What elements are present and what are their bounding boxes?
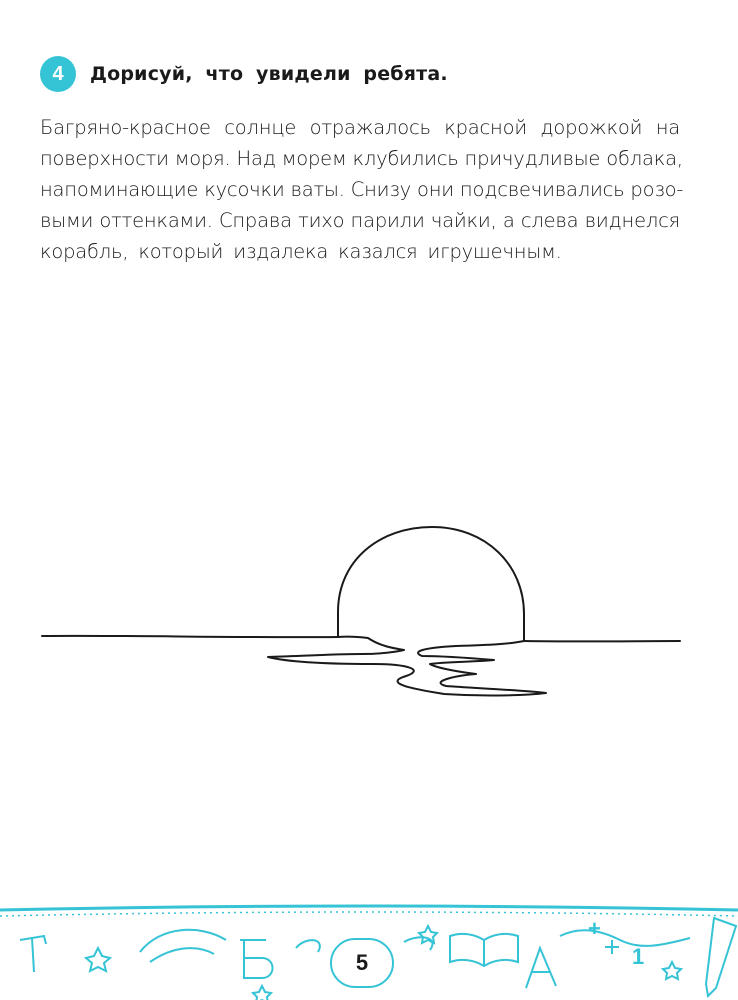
decor-letter: + [588,916,601,941]
task-header [40,56,448,92]
story-line: поверхности моря. Над морем клубились причудливые облака, [40,147,683,170]
sun-reflection-path [268,637,546,696]
decor-letter: 1 [632,944,645,969]
page-number: 5 [330,938,394,988]
sun-half [338,527,524,641]
story-line: напоминающие кусочки ваты. Снизу они подсвечивались розо- [40,178,684,201]
story-text [40,112,684,267]
story-line: выми оттенками. Справа тихо парили чайки, а слева виднелся [40,209,680,232]
task-number-badge: 4 [40,56,76,92]
task-title: Дорисуй, что увидели ребята. [90,63,448,85]
story-line: корабль, который издалека казался игрушечным. [40,240,562,263]
story-line: Багряно-красное солнце отражалось красной дорожкой на [40,116,680,139]
sunset-drawing-area[interactable] [0,500,738,730]
horizon-line [42,636,338,637]
